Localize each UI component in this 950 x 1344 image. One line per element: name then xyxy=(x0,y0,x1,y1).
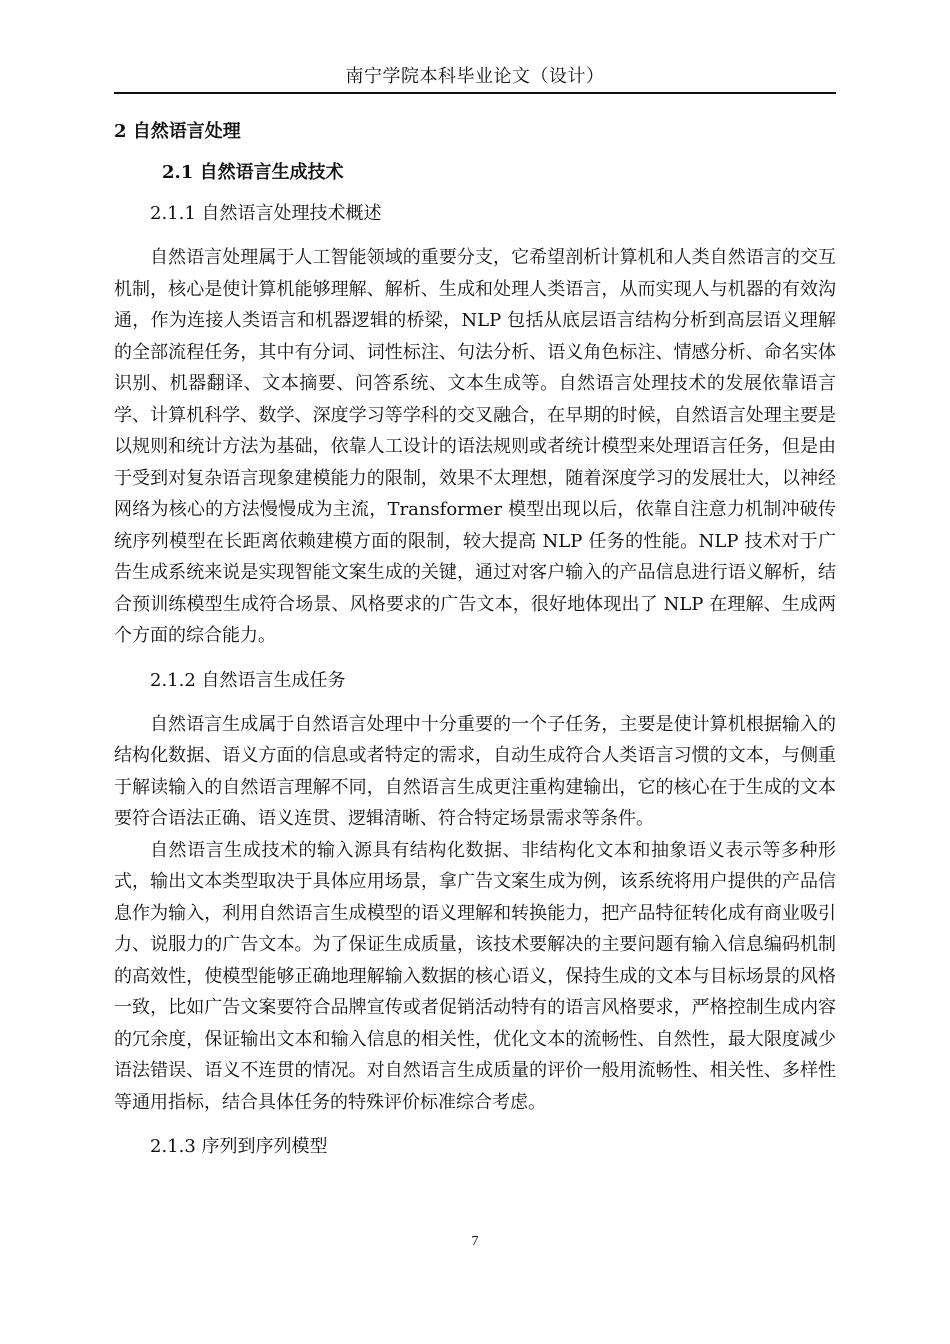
paragraph-nlp-overview: 自然语言处理属于人工智能领域的重要分支，它希望剖析计算机和人类自然语言的交互机制，核心是使计算机能够理解、解析、生成和处理人类语言，从而实现人与机器的有效沟通，作为连接人类语言和机器逻辑的桥梁，NLP 包括从底层语言结构分析到高层语义理解的全部流程任务，其中有分词、词性标注、句法分析、语义角色标注、情感分析、命名实体识别、机器翻译、文本摘要、问答系统、文本生成等。自然语言处理技术的发展依靠语言学、计算机科学、数学、深度学习等学科的交叉融合，在早期的时候，自然语言处理主要是以规则和统计方法为基础，依靠人工设计的语法规则或者统计模型来处理语言任务，但是由于受到对复杂语言现象建模能力的限制，效果不太理想，随着深度学习的发展壮大，以神经网络为核心的方法慢慢成为主流，Transformer 模型出现以后，依靠自注意力机制冲破传统序列模型在长距离依赖建模方面的限制，较大提高 NLP 任务的性能。NLP 技术对于广告生成系统来说是实现智能文案生成的关键，通过对客户输入的产品信息进行语义解析，结合预训练模型生成符合场景、风格要求的广告文本，很好地体现出了 NLP 在理解、生成两个方面的综合能力。 xyxy=(114,247,836,646)
page-body xyxy=(114,112,836,1159)
running-header: 南宁学院本科毕业论文（设计） xyxy=(345,66,605,87)
header-divider xyxy=(114,92,836,94)
chapter-heading: 2 自然语言处理 xyxy=(114,121,241,142)
page-number: 7 xyxy=(471,1234,479,1249)
subsection-heading-2-1-2: 2.1.2 自然语言生成任务 xyxy=(150,669,346,691)
subsection-heading-2-1-3: 2.1.3 序列到序列模型 xyxy=(150,1136,328,1157)
paragraph-nlg-inputs: 自然语言生成技术的输入源具有结构化数据、非结构化文本和抽象语义表示等多种形式，输出文本类型取决于具体应用场景，拿广告文案生成为例，该系统将用户提供的产品信息作为输入，利用自然语言生成模型的语义理解和转换能力，把产品特征转化成有商业吸引力、说服力的广告文本。为了保证生成质量，该技术要解决的主要问题有输入信息编码机制的高效性，使模型能够正确地理解输入数据的核心语义，保持生成的文本与目标场景的风格一致，比如广告文案要符合品牌宣传或者促销活动特有的语言风格要求，严格控制生成内容的冗余度，保证输出文本和输入信息的相关性，优化文本的流畅性、自然性，最大限度减少语法错误、语义不连贯的情况。对自然语言生成质量的评价一般用流畅性、相关性、多样性等通用指标，结合具体任务的特殊评价标准综合考虑。 xyxy=(114,839,836,1113)
subsection-heading-2-1-1: 2.1.1 自然语言处理技术概述 xyxy=(150,203,382,224)
paragraph-nlg-task: 自然语言生成属于自然语言处理中十分重要的一个子任务，主要是使计算机根据输入的结构化数据、语义方面的信息或者特定的需求，自动生成符合人类语言习惯的文本，与侧重于解读输入的自然语言理解不同，自然语言生成更注重构建输出，它的核心在于生成的文本要符合语法正确、语义连贯、逻辑清晰、符合特定场景需求等条件。 xyxy=(114,713,836,829)
section-heading-2-1: 2.1 自然语言生成技术 xyxy=(162,162,344,183)
